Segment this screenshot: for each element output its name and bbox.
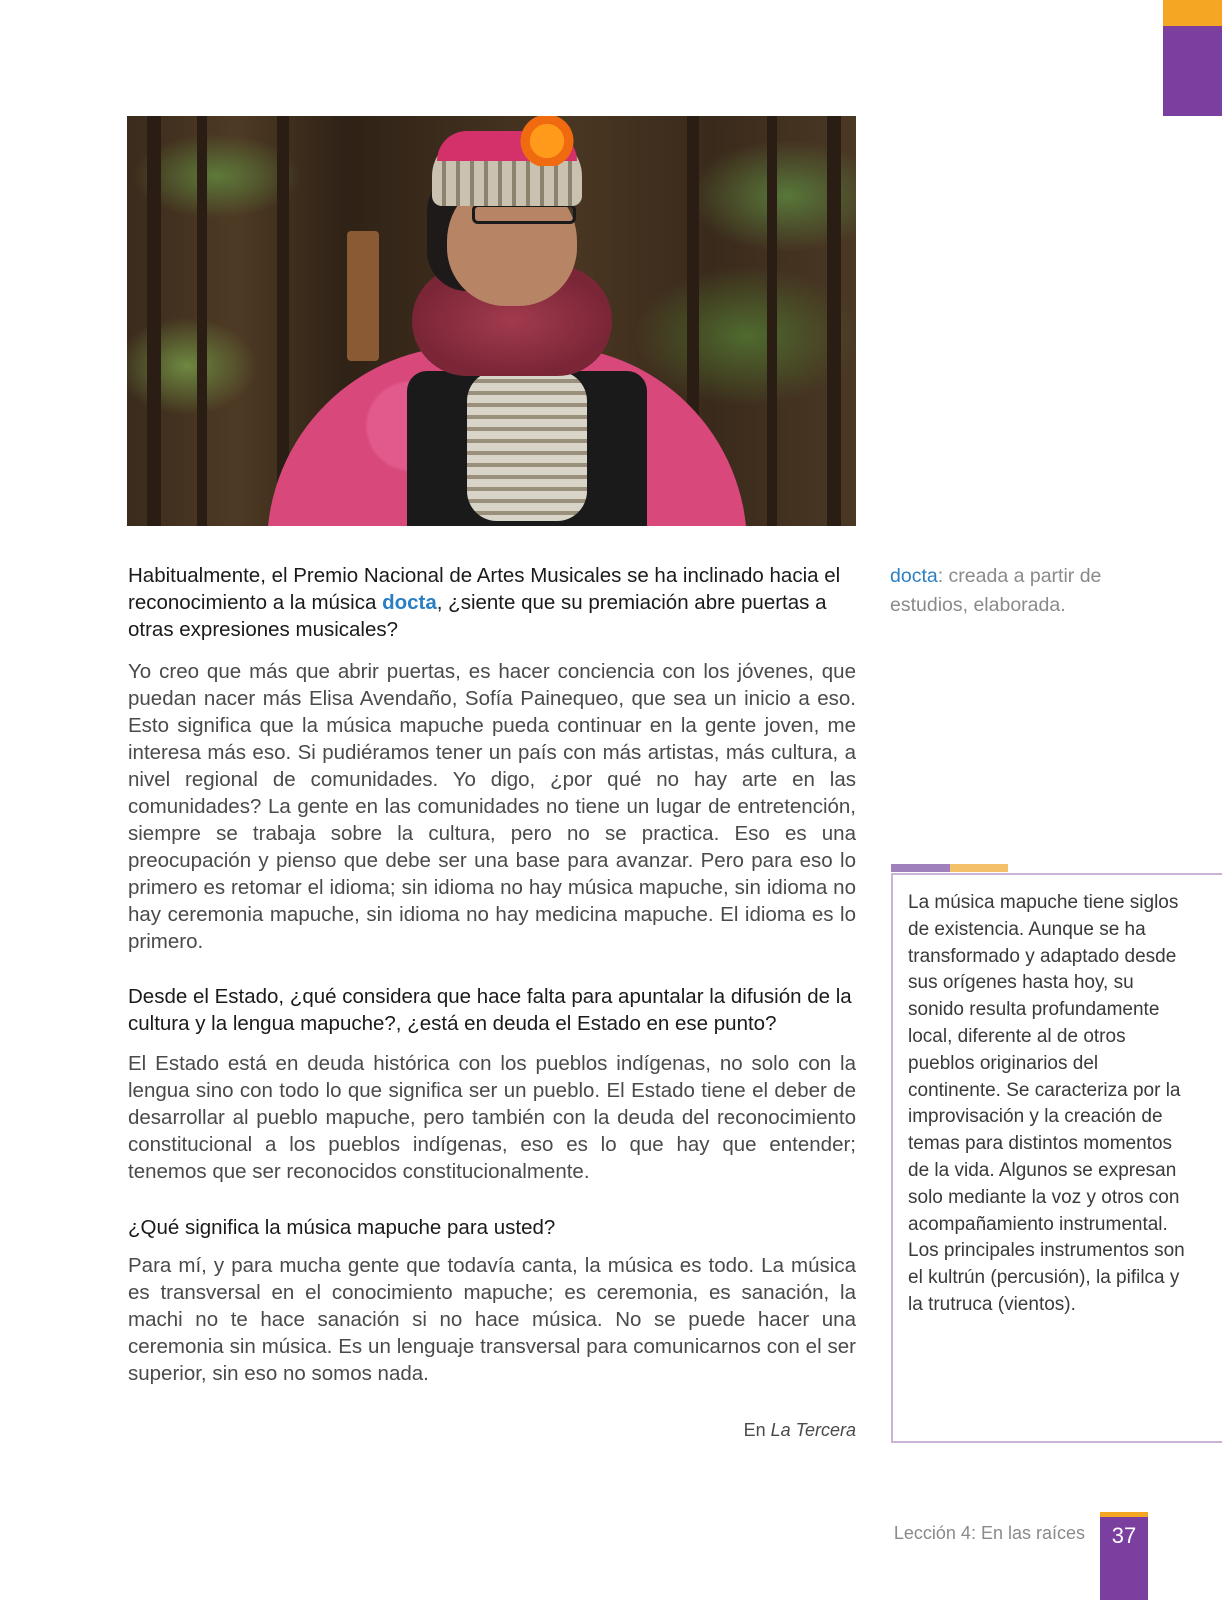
source-prefix: En xyxy=(743,1420,771,1440)
tree-trunk xyxy=(197,116,207,526)
silver-necklace xyxy=(467,371,587,521)
answer-3: Para mí, y para mucha gente que todavía canta, la música es todo. La música es transversal en el conocimiento mapuche; es ceremonia, es sanación, la machi no te hace sanación si no hace música. No se puede hacer una ceremonia sin música. Es un lenguaje transversal para comunicarnos con el ser superior, sin eso no somos nada. xyxy=(128,1254,856,1385)
question-3: ¿Qué significa la música mapuche para usted? xyxy=(128,1216,556,1239)
answer-1: Yo creo que más que abrir puertas, es hacer conciencia con los jóvenes, que puedan nacer más Elisa Avendaño, Sofía Painequeo, que sea un inicio a eso. Esto significa que la música mapuche pueda continuar en la gente joven, me interesa más eso. Si pudiéramos tener un país con más artistas, más cultura, a nivel regional de comunidades. Yo digo, ¿por qué no hay arte en las comunidades? La gente en las comunidades no tiene un lugar de entretención, siempre se trabaja sobre la cultura, pero no se practica. Eso es una preocupación y pienso que debe ser una base para avanzar. Pero para eso lo primero es retomar el idioma; sin idioma no hay música mapuche, sin idioma no hay ceremonia mapuche, sin idioma no hay medicina mapuche. El idioma es lo primero. xyxy=(128,660,856,953)
tree-trunk xyxy=(147,116,161,526)
question-1-text-start: Habitualmente, el Premio Nacional de Artes Musicales se ha inclinado hacia el reconocimiento a la música xyxy=(128,564,841,614)
corner-tab-purple xyxy=(1163,26,1222,116)
tree-trunk xyxy=(767,116,777,526)
glossary-note xyxy=(890,562,1120,620)
corner-tab-orange xyxy=(1163,0,1222,26)
glossary-definition: : creada a partir de estudios, elaborada. xyxy=(890,565,1102,616)
source-citation xyxy=(128,1420,856,1441)
question-1 xyxy=(128,562,856,643)
box-accent-orange xyxy=(950,864,1008,872)
portrait-photo xyxy=(127,116,856,526)
answer-2: El Estado está en deuda histórica con los pueblos indígenas, no solo con la lengua sino con todo lo que significa ser un pueblo. El Estado tiene el deber de desarrollar al pueblo mapuche, pero también con la deuda del reconocimiento constitucional a los pueblos indígenas, eso es lo que hay que entender; tenemos que ser reconocidos constitucionalmente. xyxy=(128,1052,856,1183)
source-name: La Tercera xyxy=(770,1420,856,1440)
question-1-text-end: , ¿siente que su premiación abre puertas a otras expresiones musicales? xyxy=(128,591,827,641)
page-number: 37 xyxy=(1100,1517,1148,1600)
glossary-term: docta xyxy=(890,565,938,587)
box-accent-purple xyxy=(891,864,950,872)
info-box-text: La música mapuche tiene siglos de existencia. Aunque se ha transformado y adaptado desde sus orígenes hasta hoy, su sonido resulta profundamente local, diferente al de otros pueblos originarios del continente. Se caracteriza por la improvisación y la creación de temas para distintos momentos de la vida. Algunos se expresan solo mediante la voz y otros con acompañamiento instrumental. Los principales instrumentos son el kultrún (percusión), la pifilca y la trutruca (vientos). xyxy=(908,892,1185,1315)
glossary-term-link[interactable]: docta xyxy=(382,591,437,614)
orange-flower xyxy=(519,116,575,166)
glasses xyxy=(472,204,576,224)
lesson-label: Lección 4: En las raíces xyxy=(893,1523,1085,1543)
question-2: Desde el Estado, ¿qué considera que hace falta para apuntalar la difusión de la cultura y la lengua mapuche?, ¿está en deuda el Estado en ese punto? xyxy=(128,985,852,1035)
chair-post xyxy=(347,231,379,361)
tree-trunk xyxy=(827,116,841,526)
